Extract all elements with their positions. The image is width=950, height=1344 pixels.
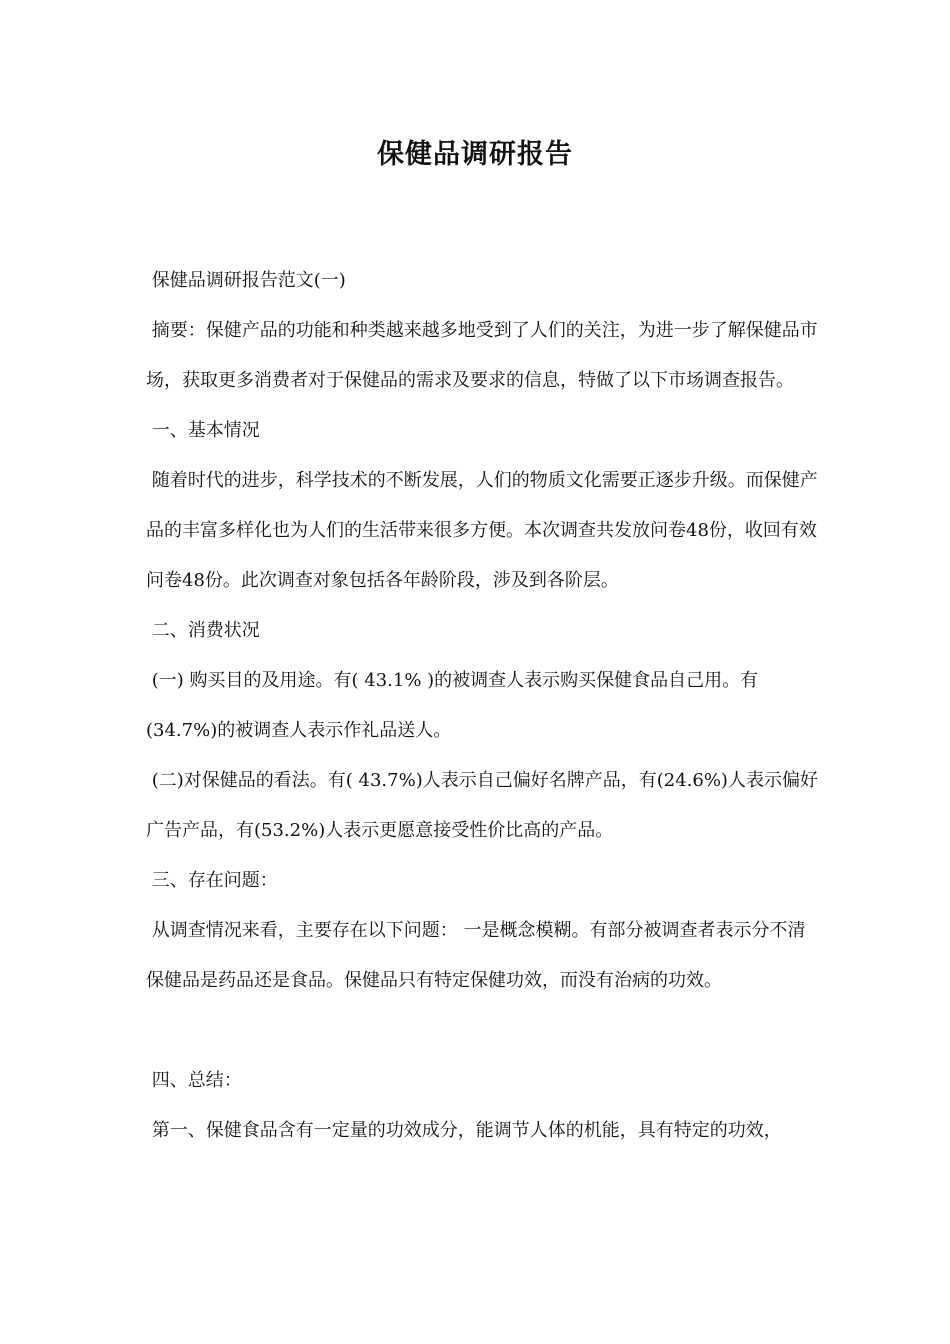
paragraph-purpose: (一) 购买目的及用途。有( 43.1% )的被调查人表示购买保健食品自己用。有(34.7%)的被调查人表示作礼品送人。 xyxy=(146,670,759,741)
section-heading-summary: 四、总结： xyxy=(146,1070,242,1091)
section-heading-problems: 三、存在问题： xyxy=(146,870,278,891)
document-title: 保健品调研报告 xyxy=(377,139,573,170)
section-heading-basic: 一、基本情况 xyxy=(146,420,260,441)
paragraph-abstract: 摘要：保健产品的功能和种类越来越多地受到了人们的关注，为进一步了解保健品市场，获取更多消费者对于保健品的需求及要求的信息，特做了以下市场调查报告。 xyxy=(146,320,818,391)
document-body xyxy=(146,256,822,1156)
paragraph-basic: 随着时代的进步，科学技术的不断发展，人们的物质文化需要正逐步升级。而保健产品的丰富多样化也为人们的生活带来很多方便。本次调查共发放问卷48份，收回有效问卷48份。此次调查对象包括各年龄阶段，涉及到各阶层。 xyxy=(146,470,818,591)
paragraph-summary: 第一、保健食品含有一定量的功效成分，能调节人体的机能，具有特定的功效， xyxy=(146,1120,782,1141)
section-heading-consumption: 二、消费状况 xyxy=(146,620,260,641)
paragraph-opinion: (二)对保健品的看法。有( 43.7%)人表示自己偏好名牌产品，有(24.6%)人表示偏好广告产品，有(53.2%)人表示更愿意接受性价比高的产品。 xyxy=(146,770,818,841)
paragraph-subtitle: 保健品调研报告范文(一) xyxy=(146,270,346,291)
paragraph-problems: 从调查情况来看，主要存在以下问题： 一是概念模糊。有部分被调查者表示分不清保健品是药品还是食品。保健品只有特定保健功效，而没有治病的功效。 xyxy=(146,920,806,991)
